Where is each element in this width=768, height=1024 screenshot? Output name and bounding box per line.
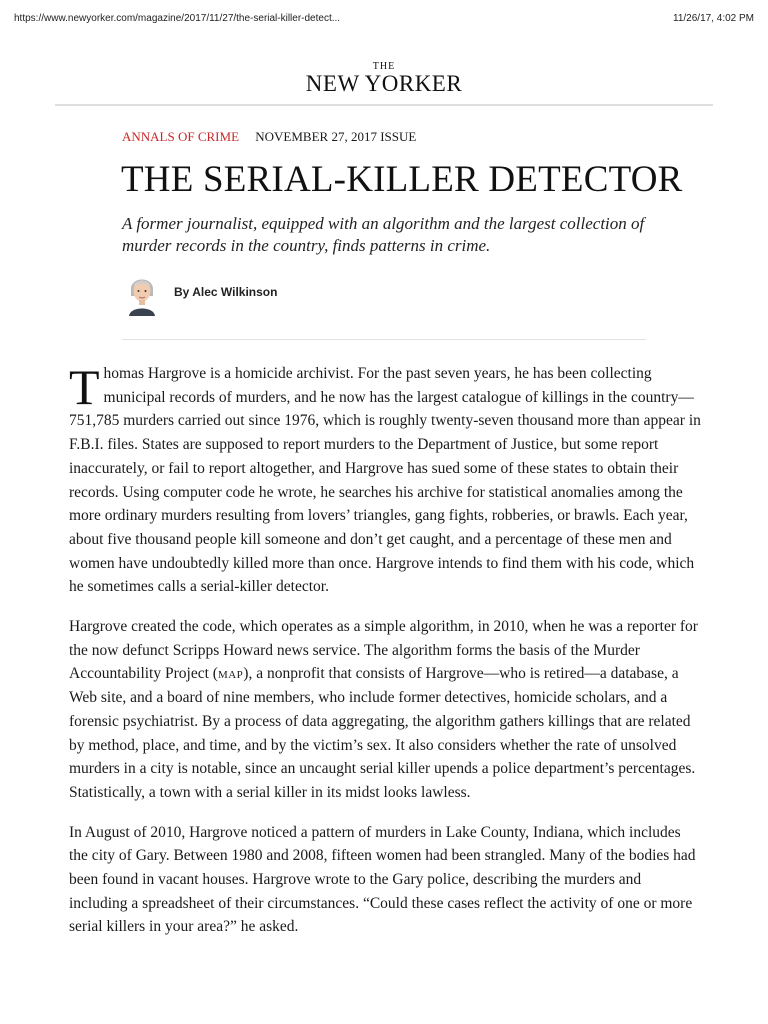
byline <box>124 268 277 316</box>
print-timestamp: 11/26/17, 4:02 PM <box>673 13 754 24</box>
paragraph <box>69 615 701 805</box>
print-header <box>14 13 754 24</box>
map-abbreviation: map <box>217 665 244 683</box>
article-meta <box>122 129 416 145</box>
article-body <box>69 359 701 955</box>
logo-the: THE <box>372 61 396 72</box>
rubric-link[interactable]: ANNALS OF CRIME <box>122 129 240 144</box>
drop-cap: T <box>69 359 100 415</box>
article-headline: THE SERIAL-KILLER DETECTOR <box>121 159 683 200</box>
header-divider <box>55 104 713 106</box>
author-avatar <box>124 268 160 316</box>
page-url: https://www.newyorker.com/magazine/2017/11/27/the-serial-killer-detect... <box>14 13 341 24</box>
paragraph-text: In August of 2010, Hargrove noticed a pattern of murders in Lake County, Indiana, which includes the city of Gary. Between 1980 and 2008, fifteen women had been strangled. Many of the bodies had been found in vacant houses. Hargrove wrote to the Gary police, describing the murders and including a spreadsheet of their circumstances. “Could these cases reflect the activity of one or more serial killers in your area?” he asked. <box>69 823 696 936</box>
paragraph <box>69 821 701 940</box>
issue-link[interactable]: NOVEMBER 27, 2017 ISSUE <box>255 129 417 144</box>
logo-name: NEW YORKER <box>305 71 463 96</box>
paragraph-text: Hargrove created the code, which operates as a simple algorithm, in 2010, when he was a reporter for the now defunct Scripps Howard news service. The algorithm forms the basis of the Murder Accountability Project ( <box>69 618 698 683</box>
author-name[interactable]: By Alec Wilkinson <box>174 285 278 299</box>
paragraph <box>69 359 701 599</box>
article-dek: A former journalist, equipped with an algorithm and the largest collection of murder records in the country, finds patterns in crime. <box>122 214 645 255</box>
paragraph-text: ), a nonprofit that consists of Hargrove—who is retired—a database, a Web site, and a board of nine members, who include former detectives, homicide scholars, and a forensic psychiatrist. By a process of data aggregating, the algorithm gathers killings that are related by method, place, and time, and by the victim’s sex. It also considers whether the rate of unsolved murders in a city is notable, since an uncaught serial killer upends a police department’s percentages. Statistically, a town with a serial killer in its midst looks lawless. <box>69 665 696 801</box>
byline-divider <box>122 339 646 340</box>
masthead-logo[interactable] <box>0 62 768 96</box>
paragraph-text: homas Hargrove is a homicide archivist. For the past seven years, he has been collecting municipal records of murders, and he now has the largest catalogue of killings in the country—751,785 murders carried out since 1976, which is roughly twenty-seven thousand more than appear in F.B.I. files. States are supposed to report murders to the Department of Justice, but some report inaccurately, or fail to report altogether, and Hargrove has sued some of these states to obtain their records. Using computer code he wrote, he searches his archive for statistical anomalies among the more ordinary murders resulting from lovers’ triangles, gang fights, robberies, or brawls. Each year, about five thousand people kill someone and don’t get caught, and a percentage of these men and women have undoubtedly killed more than once. Hargrove intends to find them with his code, which he sometimes calls a serial-killer detector. <box>69 365 701 596</box>
